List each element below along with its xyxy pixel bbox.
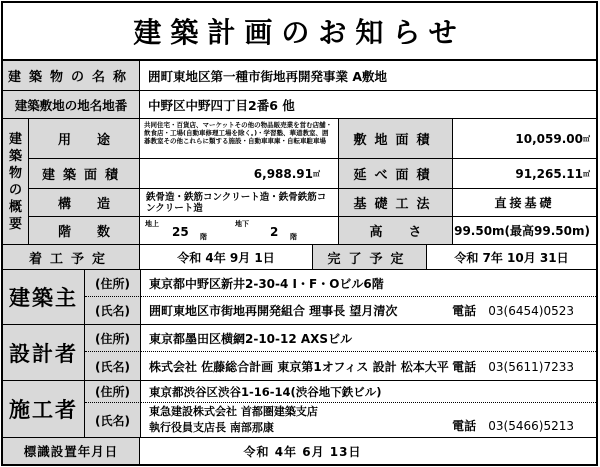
building-area-value: 6,988.91 (253, 166, 313, 181)
site-area-cell (453, 119, 596, 158)
owner-phone-label: 電話 (452, 304, 477, 318)
floors-row (29, 217, 596, 245)
designer-phone: 03(5611)7233 (488, 359, 574, 374)
posting-date-row (3, 438, 596, 464)
overview-char: の (8, 182, 22, 198)
owner-name: 囲町東地区市街地再開発組合 理事長 望月清次 (149, 304, 398, 318)
total-floor-area-label: 延べ面積 (339, 159, 453, 188)
overview-section-label (3, 119, 29, 245)
below-ground-floors: 2 (270, 225, 279, 239)
building-name-label: 建築物の名称 (3, 61, 140, 90)
designer-name-label: (氏名) (85, 352, 141, 381)
schedule-row (3, 245, 596, 270)
total-floor-area-unit: ㎡ (583, 169, 590, 178)
above-ground-floors: 25 (172, 225, 189, 239)
above-ground-suffix: 階 (200, 233, 207, 241)
height-label: 高 さ (339, 217, 453, 244)
total-floor-area-value: 91,265.11 (515, 166, 583, 181)
designer-name-line (141, 352, 596, 381)
designer-address: 東京都墨田区横網2-10-12 AXSビル (141, 325, 596, 352)
overview-char: 要 (8, 216, 22, 232)
contractor-name-label: (氏名) (85, 403, 141, 438)
overview-char: 建 (8, 131, 22, 147)
start-label: 着工予定 (3, 245, 140, 269)
owner-phone: 03(6454)0523 (488, 304, 574, 318)
owner-address-label: (住所) (85, 270, 141, 297)
owner-label: 建築主 (3, 270, 85, 325)
designer-label: 設計者 (3, 325, 85, 381)
contractor-label: 施工者 (3, 381, 85, 438)
area-row (29, 159, 596, 189)
contractor-name-block (141, 403, 596, 438)
posting-date-label: 標識設置年月日 (3, 438, 140, 464)
structure-label: 構 造 (29, 189, 140, 216)
floors-value-cell (140, 217, 339, 244)
height-value: 99.50m(最高99.50m) (454, 224, 590, 238)
contractor-name-line2: 執行役員支店長 南部那康 (149, 421, 274, 434)
below-ground-suffix: 階 (290, 233, 297, 241)
building-area-unit: ㎡ (313, 169, 320, 178)
owner-address: 東京都中野区新井2-30-4 I・F・Oビル6階 (141, 270, 596, 297)
building-name-row (3, 61, 596, 91)
contractor-address: 東京都渋谷区渋谷1-16-14(渋谷地下鉄ビル) (141, 381, 596, 403)
designer-name: 株式会社 佐藤総合計画 東京第1オフィス 設計 松本大平 (149, 359, 449, 374)
below-ground-prefix: 地下 (235, 220, 249, 228)
building-area-label: 建築面積 (29, 159, 140, 188)
site-address-row (3, 91, 596, 119)
end-label: 完了予定 (313, 245, 427, 269)
site-area-unit: ㎡ (583, 134, 590, 143)
structure-value: 鉄骨造・鉄筋コンクリート造・鉄骨鉄筋コンクリート造 (140, 189, 339, 216)
overview-char: 築 (8, 148, 22, 164)
site-address-label: 建築敷地の地名地番 (3, 91, 140, 118)
designer-address-label: (住所) (85, 325, 141, 352)
use-row (29, 119, 596, 159)
use-label: 用 途 (29, 119, 140, 158)
start-value: 令和 4年 9月 1日 (140, 245, 313, 269)
site-address-value: 中野区中野四丁目2番6 他 (148, 97, 295, 113)
building-name-value: 囲町東地区第一種市街地再開発事業 A敷地 (148, 68, 388, 84)
notice-board (1, 1, 598, 466)
use-value: 共同住宅・百貨店、マーケットその他の物品販売業を営む店舗・飲食店・工場(自動車修理工場を除く。)・学習塾、華道教室、囲碁教室その他これらに類する施設・自動車車庫・自転車駐車場 (140, 119, 339, 158)
contractor-phone-group (452, 418, 574, 434)
end-value: 令和 7年 10月 31日 (454, 250, 569, 265)
above-ground-prefix: 地上 (145, 220, 159, 228)
contractor-phone-label: 電話 (452, 419, 477, 433)
site-area-label: 敷地面積 (339, 119, 453, 158)
overview-char: 物 (8, 165, 22, 181)
page-title: 建築計画のお知らせ (3, 3, 596, 61)
site-area-value: 10,059.00 (515, 131, 583, 146)
contractor-name-line1: 東急建設株式会社 首都圏建築支店 (149, 405, 318, 418)
designer-phone-group (452, 358, 574, 375)
owner-name-label: (氏名) (85, 297, 141, 325)
building-area-cell (140, 159, 339, 188)
posting-date-value: 令和 4年 6月 13日 (243, 444, 362, 459)
structure-row (29, 189, 596, 217)
owner-name-line (141, 297, 596, 325)
contractor-address-label: (住所) (85, 381, 141, 403)
contractor-phone: 03(5466)5213 (488, 419, 574, 433)
foundation-label: 基礎工法 (339, 189, 453, 216)
overview-char: 概 (8, 199, 22, 215)
owner-phone-group (452, 302, 574, 319)
total-floor-area-cell (453, 159, 596, 188)
designer-phone-label: 電話 (452, 359, 477, 374)
floors-label: 階 数 (29, 217, 140, 244)
foundation-value: 直接基礎 (494, 196, 555, 210)
